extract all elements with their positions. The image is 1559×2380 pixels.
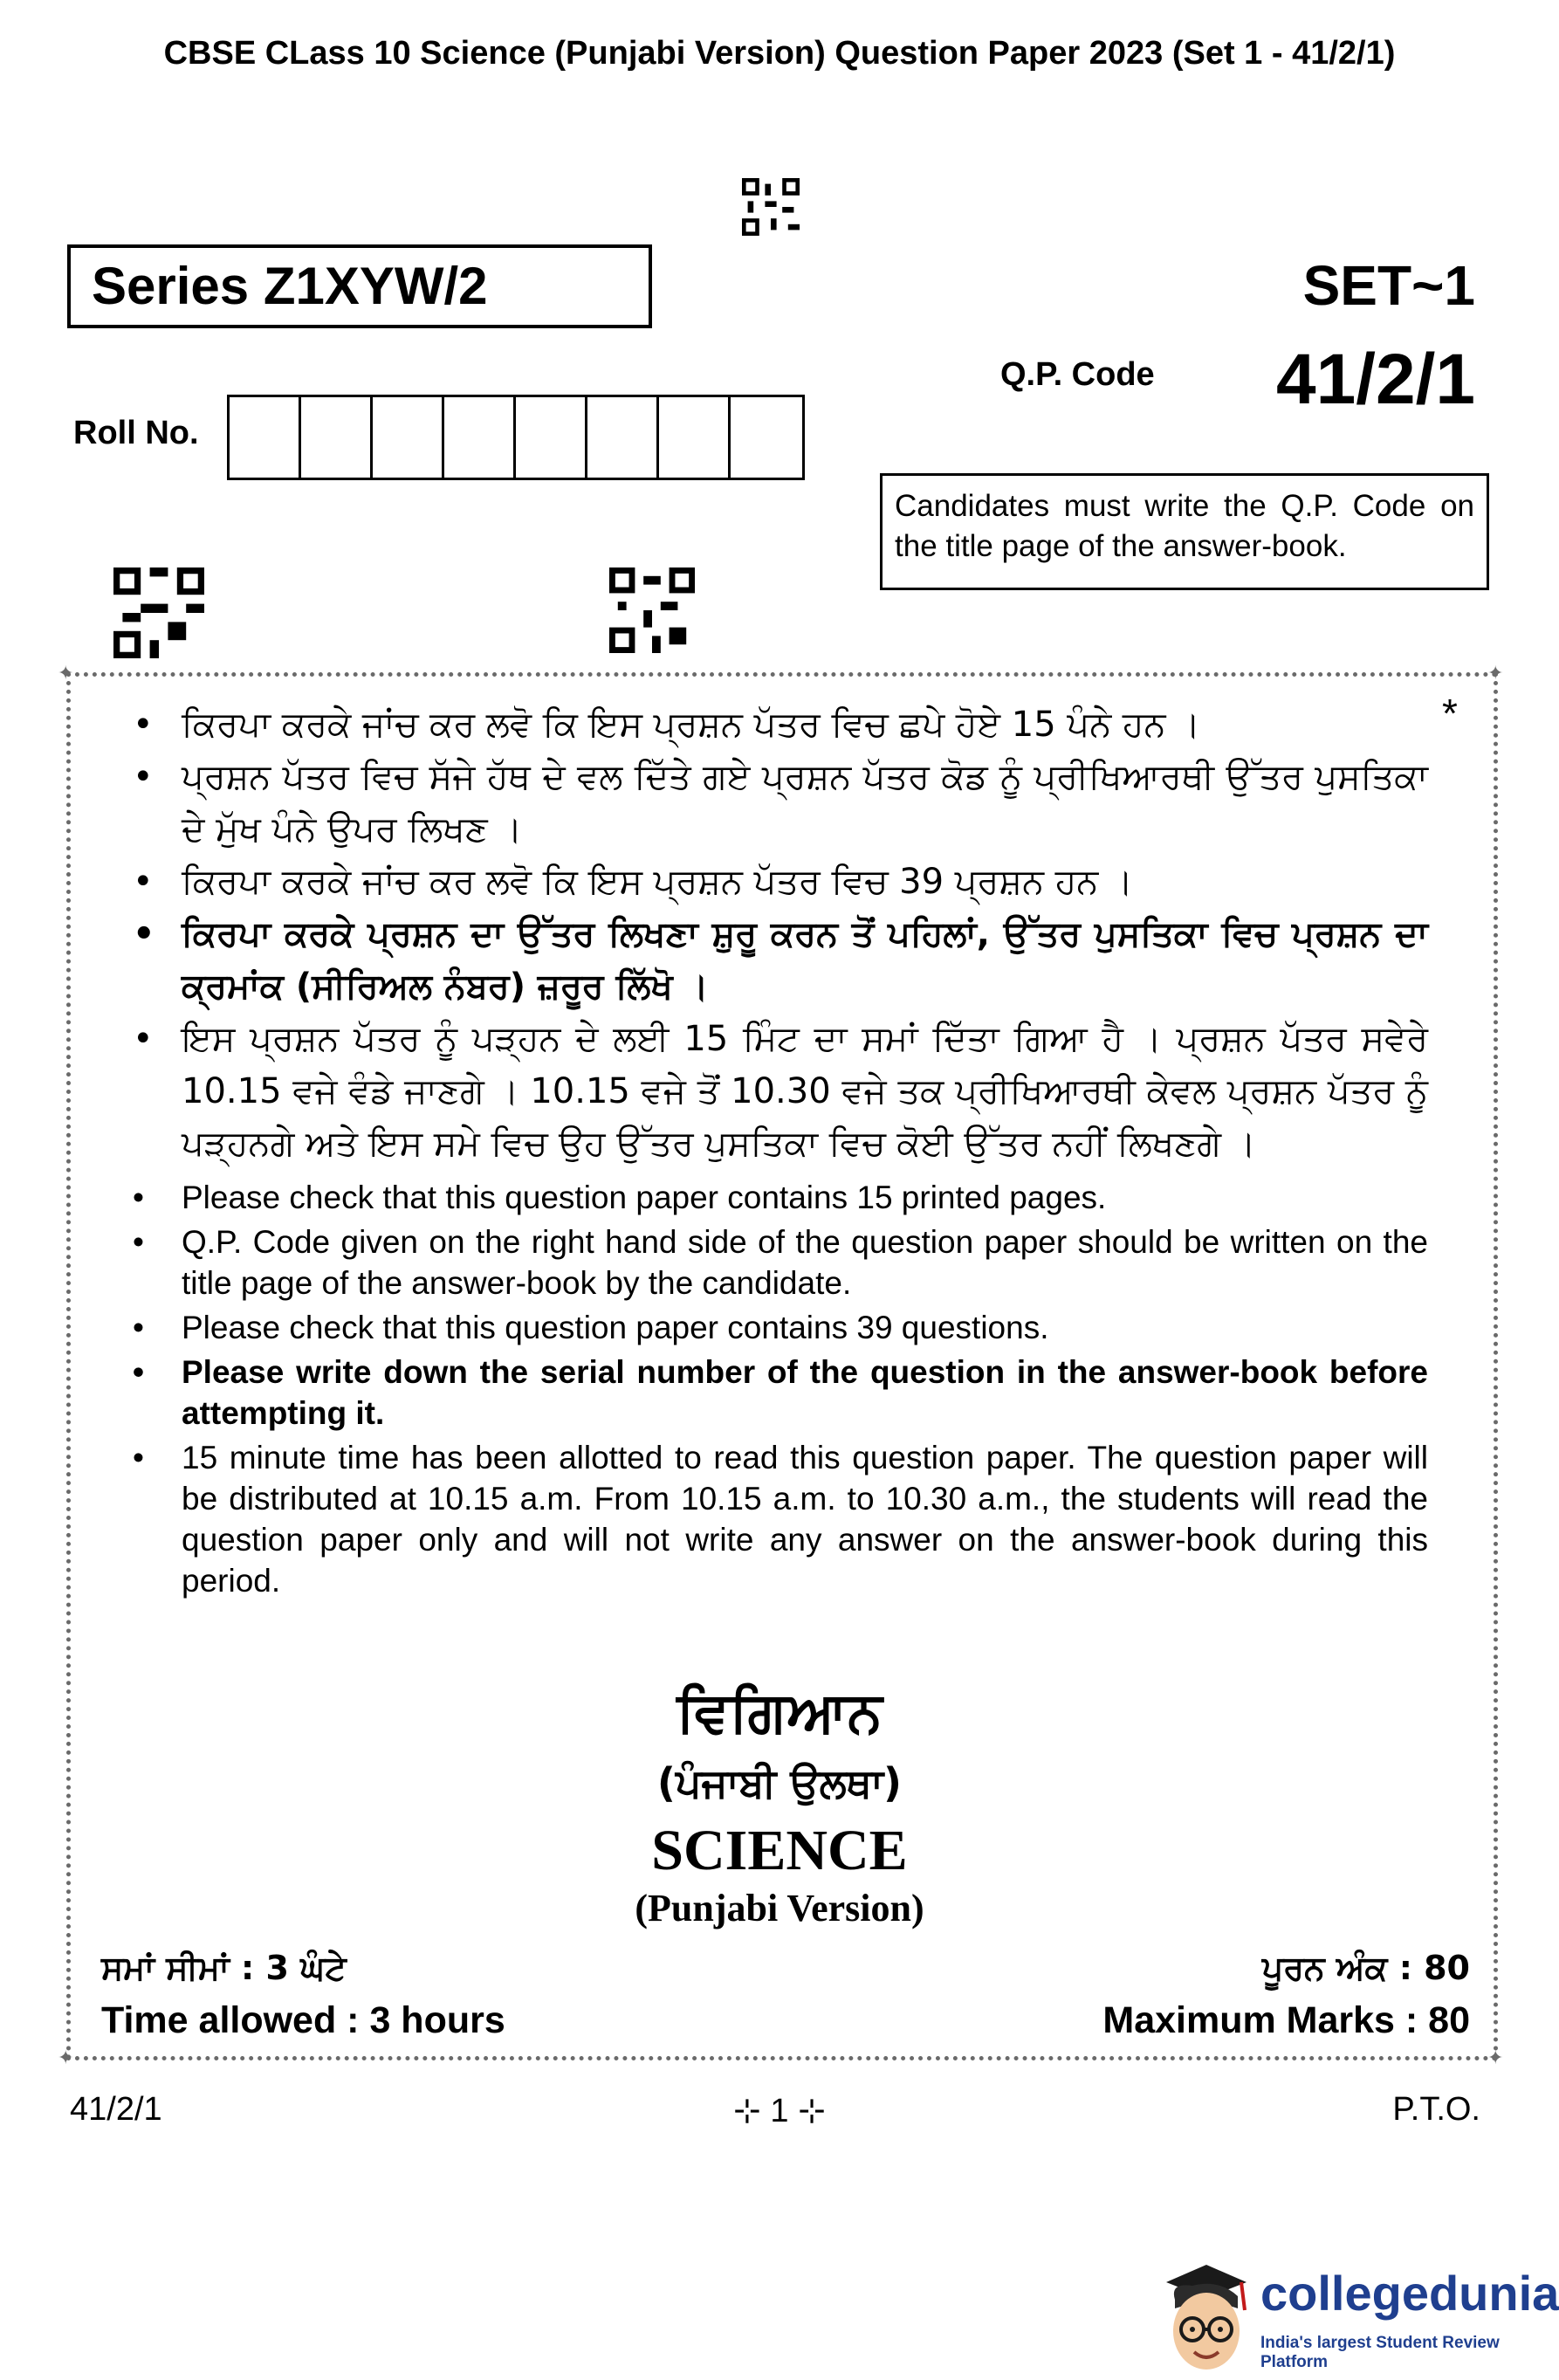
qr-code-icon	[113, 567, 204, 658]
page-number	[0, 2091, 1559, 2130]
ornament-icon: ⊹	[788, 2093, 826, 2129]
max-marks-punjabi: ਪੂਰਨ ਅੰਕ : 80	[1261, 1949, 1470, 1987]
instruction-item-pa: • ਕਿਰਪਾ ਕਰਕੇ ਜਾਂਚ ਕਰ ਲਵੋ ਕਿ ਇਸ ਪ੍ਰਸ਼ਨ ਪੱਤਰ ਵਿਚ 39 ਪ੍ਰਸ਼ਨ ਹਨ ।	[122, 856, 1428, 908]
roll-digit-box[interactable]	[659, 397, 731, 478]
qr-code-icon	[609, 567, 695, 653]
max-marks: Maximum Marks : 80	[1102, 1999, 1470, 2041]
brand-tagline: India's largest Student Review Platform	[1260, 2334, 1500, 2371]
qp-code-label: Q.P. Code	[1000, 356, 1155, 393]
subject-title-english: SCIENCE	[651, 1819, 908, 1882]
qr-code-icon	[742, 178, 800, 236]
roll-digit-box[interactable]	[373, 397, 444, 478]
set-label: SET~1	[1302, 254, 1475, 317]
subject-version-english: (Punjabi Version)	[635, 1887, 924, 1929]
roll-digit-box[interactable]	[230, 397, 301, 478]
roll-digit-box[interactable]	[444, 397, 516, 478]
brand-name: collegedunia	[1260, 2266, 1559, 2321]
time-allowed-punjabi: ਸਮਾਂ ਸੀਮਾਂ : 3 ਘੰਟੇ	[101, 1949, 347, 1987]
mascot-logo-icon	[1157, 2256, 1255, 2375]
instruction-item-en: • Please check that this question paper contains 15 printed pages.	[122, 1177, 1428, 1218]
instruction-item-pa: • ਇਸ ਪ੍ਰਸ਼ਨ ਪੱਤਰ ਨੂੰ ਪੜ੍ਹਨ ਦੇ ਲਈ 15 ਮਿੰਟ ਦਾ ਸਮਾਂ ਦਿੱਤਾ ਗਿਆ ਹੈ । ਪ੍ਰਸ਼ਨ ਪੱਤਰ ਸਵੇਰੇ 10.15 ਵਜੇ ਵੰਡੇ ਜਾਣਗੇ । 10.15 ਵਜੇ ਤੋਂ 10.30 ਵਜੇ ਤਕ ਪ੍ਰੀਖਿਆਰਥੀ ਕੇਵਲ ਪ੍ਰਸ਼ਨ ਪੱਤਰ ਨੂੰ ਪੜ੍ਹਨਗੇ ਅਤੇ ਇਸ ਸਮੇ ਵਿਚ ਉਹ ਉੱਤਰ ਪੁਸਤਿਕਾ ਵਿਚ ਕੋਈ ਉੱਤਰ ਨਹੀਂ ਲਿਖਣਗੇ ।	[122, 1013, 1428, 1170]
frame-corner-icon: ✦	[1487, 662, 1504, 684]
instruction-item-pa: • ਕਿਰਪਾ ਕਰਕੇ ਜਾਂਚ ਕਰ ਲਵੋ ਕਿ ਇਸ ਪ੍ਰਸ਼ਨ ਪੱਤਰ ਵਿਚ ਛਪੇ ਹੋਏ 15 ਪੰਨੇ ਹਨ ।	[122, 698, 1428, 751]
roll-digit-box[interactable]	[301, 397, 373, 478]
instruction-item-en: • Please write down the serial number of the question in the answer-book before attempting it.	[122, 1352, 1428, 1434]
asterisk-mark: *	[1442, 691, 1458, 736]
frame-corner-icon: ✦	[1487, 2046, 1504, 2068]
page-number-value: 1	[770, 2093, 789, 2129]
instruction-item-en: • Q.P. Code given on the right hand side of the question paper should be written on the title page of the answer-book by the candidate.	[122, 1221, 1428, 1303]
instruction-item-pa: • ਪ੍ਰਸ਼ਨ ਪੱਤਰ ਵਿਚ ਸੱਜੇ ਹੱਥ ਦੇ ਵਲ ਦਿੱਤੇ ਗਏ ਪ੍ਰਸ਼ਨ ਪੱਤਰ ਕੋਡ ਨੂੰ ਪ੍ਰੀਖਿਆਰਥੀ ਉੱਤਰ ਪੁਸਤਿਕਾ ਦੇ ਮੁੱਖ ਪੰਨੇ ਉਪਰ ਲਿਖਣ ।	[122, 751, 1428, 856]
ornament-icon: ⊹	[733, 2093, 771, 2129]
footer-qp-code: 41/2/1	[70, 2091, 162, 2128]
qp-code-value: 41/2/1	[1276, 340, 1475, 419]
subject-version-punjabi: (ਪੰਜਾਬੀ ਉਲਥਾ)	[656, 1759, 903, 1806]
frame-corner-icon: ✦	[58, 2046, 74, 2068]
roll-number-label: Roll No.	[73, 415, 199, 451]
instructions-list	[122, 698, 1428, 1605]
roll-digit-box[interactable]	[587, 397, 659, 478]
subject-title-punjabi: ਵਿਗਿਆਨ	[676, 1681, 883, 1745]
series-box: Series Z1XYW/2	[67, 244, 652, 328]
frame-corner-icon: ✦	[58, 662, 74, 684]
instruction-item-en: • 15 minute time has been allotted to read this question paper. The question paper will be distributed at 10.15 a.m. From 10.15 a.m. to 10.30 a.m., the students will read the question paper only and will not write any answer on the answer-book during this period.	[122, 1437, 1428, 1601]
instruction-item-en: • Please check that this question paper contains 39 questions.	[122, 1307, 1428, 1348]
roll-digit-box[interactable]	[731, 397, 802, 478]
instruction-item-pa: • ਕਿਰਪਾ ਕਰਕੇ ਪ੍ਰਸ਼ਨ ਦਾ ਉੱਤਰ ਲਿਖਣਾ ਸ਼ੁਰੂ ਕਰਨ ਤੋਂ ਪਹਿਲਾਂ, ਉੱਤਰ ਪੁਸਤਿਕਾ ਵਿਚ ਪ੍ਰਸ਼ਨ ਦਾ ਕ੍ਰਮਾਂਕ (ਸੀਰਿਅਲ ਨੰਬਰ) ਜ਼ਰੂਰ ਲਿੱਖੋ ।	[122, 908, 1428, 1013]
roll-number-boxes	[227, 395, 805, 480]
candidate-note: Candidates must write the Q.P. Code on the title page of the answer-book.	[880, 473, 1489, 590]
document-title: CBSE CLass 10 Science (Punjabi Version) Question Paper 2023 (Set 1 - 41/2/1)	[163, 35, 1396, 72]
roll-digit-box[interactable]	[516, 397, 587, 478]
pto-label: P.T.O.	[1392, 2091, 1480, 2128]
time-allowed: Time allowed : 3 hours	[101, 1999, 505, 2041]
